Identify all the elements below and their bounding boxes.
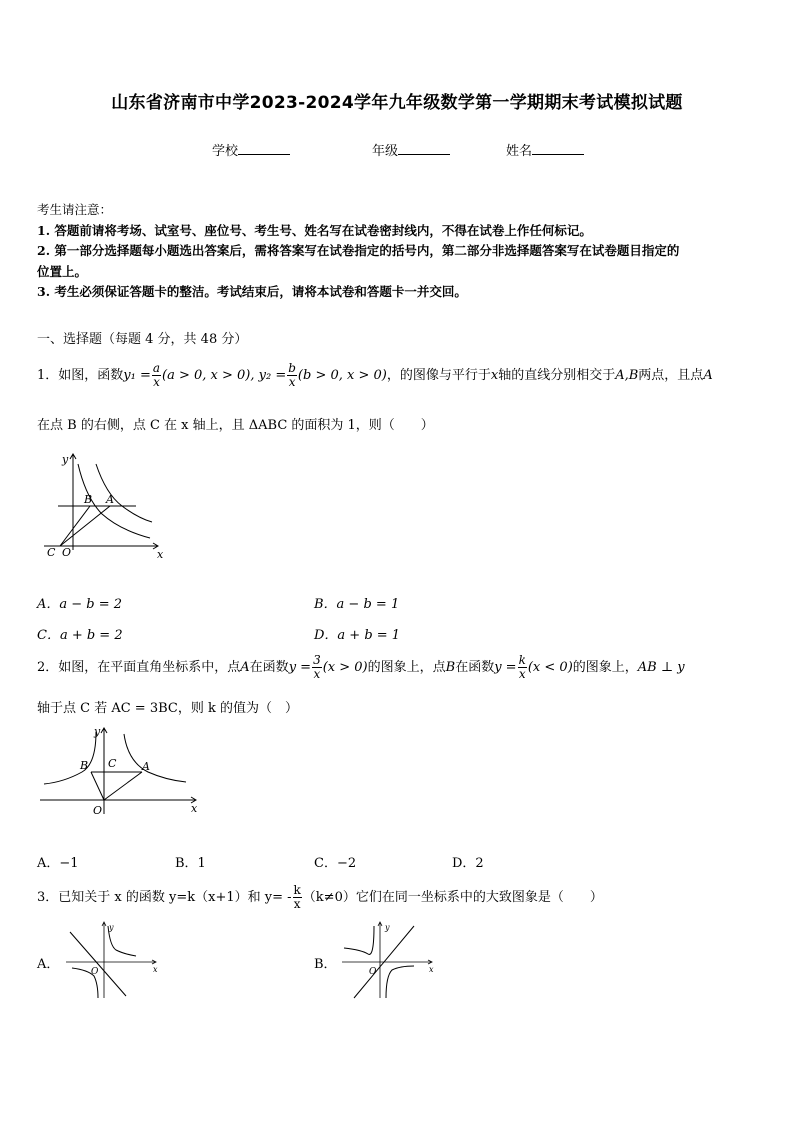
q1-fig-x: x xyxy=(157,548,164,561)
q3a-fig-O: O xyxy=(91,967,99,977)
name-field[interactable] xyxy=(506,140,584,159)
q3-line1: 3．已知关于 x 的函数 y=k（x+1）和 y= - $\frac{k}{x}$ （k≠0）它们在同一坐标系中的大致图象是（ ） xyxy=(37,883,603,911)
q2-frac1: $\frac{3}{x}$ xyxy=(313,653,321,681)
q2-option-b[interactable]: B．1 xyxy=(175,856,206,871)
q2-fig-x: x xyxy=(191,802,198,815)
q3-figure-b xyxy=(338,918,438,1000)
q2-frac2: $\frac{k}{x}$ xyxy=(518,653,526,681)
q3-option-b[interactable]: B． xyxy=(314,957,337,972)
q2-fig-C: C xyxy=(108,757,117,770)
q3-figure-a xyxy=(62,918,162,1000)
q1-line1: 1．如图，函数y₁ = $\frac{a}{x}$ (a > 0, x > 0), y₂ = $\frac{b}{x}$ (b > 0, x > 0)，的图像与平行于x轴的直线分别相交于A,B两点，且点A xyxy=(37,361,713,389)
q2-fig-y: y xyxy=(94,725,101,738)
school-label: 学校 xyxy=(212,144,239,159)
name-label: 姓名 xyxy=(506,144,533,159)
q3a-fig-y: y xyxy=(109,923,114,932)
section-title: 一、选择题（每题 4 分，共 48 分） xyxy=(37,332,248,347)
notice-item-3: 3. 考生必须保证答题卡的整洁。考试结束后，请将本试卷和答题卡一并交回。 xyxy=(37,284,467,299)
school-field[interactable] xyxy=(212,140,290,159)
q1-option-c[interactable]: C．a + b = 2 xyxy=(37,628,123,643)
q3a-fig-x: x xyxy=(153,965,158,974)
grade-blank[interactable] xyxy=(398,143,450,155)
q1-fig-O: O xyxy=(62,546,72,559)
notice-item-2: 2. 第一部分选择题每小题选出答案后，需将答案写在试卷指定的括号内，第二部分非选择题答案写在试卷题目指定的 xyxy=(37,243,680,258)
q2-line1: 2．如图，在平面直角坐标系中，点A在函数y = $\frac{3}{x}$ (x > 0)的图象上，点B在函数y = $\frac{k}{x}$ (x < 0)的图象上，AB ⊥ y xyxy=(37,653,685,681)
q1-option-b[interactable]: B．a − b = 1 xyxy=(314,597,400,612)
notice-heading: 考生请注意： xyxy=(37,202,113,217)
paper-title: 山东省济南市中学2023-2024学年九年级数学第一学期期末考试模拟试题 xyxy=(111,93,683,113)
grade-label: 年级 xyxy=(372,144,399,159)
q2-option-c[interactable]: C．−2 xyxy=(314,856,357,871)
q3-frac: $\frac{k}{x}$ xyxy=(293,883,301,911)
q2-line2: 轴于点 C 若 AC = 3BC，则 k 的值为（ ） xyxy=(37,701,298,716)
q1-frac2: $\frac{b}{x}$ xyxy=(288,361,296,389)
q2-figure xyxy=(36,724,202,820)
q1-option-a[interactable]: A．a − b = 2 xyxy=(37,597,123,612)
q2-option-d[interactable]: D．2 xyxy=(452,856,484,871)
q2-option-a[interactable]: A．−1 xyxy=(37,856,79,871)
name-blank[interactable] xyxy=(532,143,584,155)
q1-figure xyxy=(40,450,170,568)
q1-line2: 在点 B 的右侧，点 C 在 x 轴上，且 ΔABC 的面积为 1，则（ ） xyxy=(37,418,434,433)
q1-frac1: $\frac{a}{x}$ xyxy=(152,361,161,389)
q2-fig-B: B xyxy=(80,759,89,772)
school-blank[interactable] xyxy=(238,143,290,155)
grade-field[interactable] xyxy=(372,140,450,159)
q1-fig-A: A xyxy=(106,493,114,506)
notice-item-2-cont: 位置上。 xyxy=(37,263,88,279)
notice-item-1: 1. 答题前请将考场、试室号、座位号、考生号、姓名写在试卷密封线内，不得在试卷上作任何标记。 xyxy=(37,222,592,238)
q1-fig-y: y xyxy=(62,453,69,466)
q3-option-a[interactable]: A． xyxy=(37,957,60,972)
q2-fig-O: O xyxy=(93,804,103,817)
q3b-fig-x: x xyxy=(429,965,434,974)
q3b-fig-y: y xyxy=(385,923,390,932)
q1-fig-C: C xyxy=(47,546,56,559)
q1-option-d[interactable]: D．a + b = 1 xyxy=(314,628,401,643)
q2-fig-A: A xyxy=(142,760,150,773)
q1-fig-B: B xyxy=(84,493,93,506)
q3b-fig-O: O xyxy=(369,967,377,977)
notice-block xyxy=(37,200,761,303)
